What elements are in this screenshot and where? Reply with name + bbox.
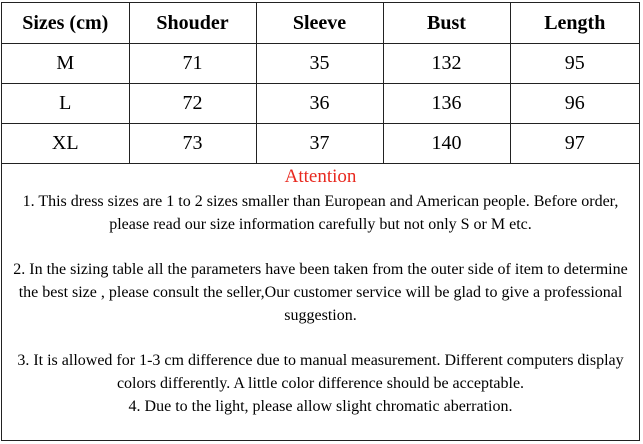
header-length: Length [510, 3, 639, 44]
table-cell-size: L [2, 84, 129, 124]
table-cell: 95 [510, 44, 639, 84]
attention-title: Attention [284, 166, 357, 187]
table-row [2, 84, 639, 124]
note-item-4: 4. Due to the light, please allow slight chromatic aberration. [128, 398, 513, 415]
size-chart [1, 2, 640, 441]
table-cell: 136 [383, 84, 510, 124]
table-cell: 140 [383, 124, 510, 164]
size-table [2, 3, 639, 164]
table-cell: 36 [256, 84, 383, 124]
note-item-1: 1. This dress sizes are 1 to 2 sizes smaller than European and American people. Before order, please read our size information carefully but not only S or M etc. [22, 193, 619, 233]
table-cell: 72 [129, 84, 256, 124]
table-row [2, 44, 639, 84]
table-cell: 35 [256, 44, 383, 84]
header-shoulder: Shouder [129, 3, 256, 44]
table-row [2, 124, 639, 164]
table-header-row [2, 3, 639, 44]
table-cell: 73 [129, 124, 256, 164]
table-cell-size: XL [2, 124, 129, 164]
table-cell: 37 [256, 124, 383, 164]
attention-notes [2, 164, 639, 418]
table-cell: 97 [510, 124, 639, 164]
note-item-3: 3. It is allowed for 1-3 cm difference due to manual measurement. Different computers display colors differently. A little color difference should be acceptable. [17, 352, 624, 392]
table-cell-size: M [2, 44, 129, 84]
header-sizes: Sizes (cm) [2, 3, 129, 44]
note-item-2: 2. In the sizing table all the parameters have been taken from the outer side of item to determine the best size , please consult the seller,Our customer service will be glad to give a professional suggestion. [13, 261, 628, 324]
header-bust: Bust [383, 3, 510, 44]
table-cell: 132 [383, 44, 510, 84]
header-sleeve: Sleeve [256, 3, 383, 44]
table-cell: 71 [129, 44, 256, 84]
table-cell: 96 [510, 84, 639, 124]
